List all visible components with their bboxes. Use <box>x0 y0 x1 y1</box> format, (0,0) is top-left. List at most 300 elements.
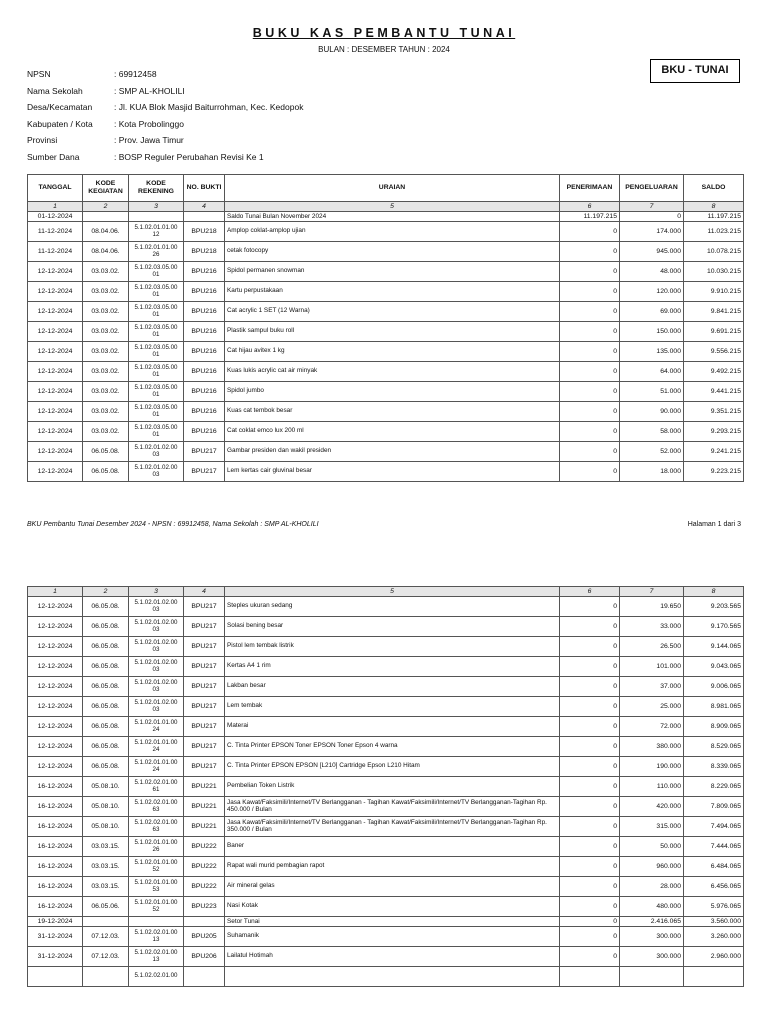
cell-kode-rekening: 5.1.02.01.01.00 12 <box>129 222 184 242</box>
table-row <box>28 657 744 677</box>
cell-tanggal: 01-12-2024 <box>28 212 83 222</box>
cash-ledger-table-page-1 <box>27 174 744 482</box>
cell-kode-kegiatan: 03.03.02. <box>83 362 129 382</box>
col-saldo: SALDO <box>684 175 744 202</box>
cell-pengeluaran: 300.000 <box>620 947 684 967</box>
table-row <box>28 212 744 222</box>
cell-tanggal: 12-12-2024 <box>28 382 83 402</box>
cell-saldo: 9.910.215 <box>684 282 744 302</box>
cell-kode-kegiatan: 06.05.08. <box>83 442 129 462</box>
table-row <box>28 242 744 262</box>
cell-saldo: 9.241.215 <box>684 442 744 462</box>
cell-penerimaan: 0 <box>560 947 620 967</box>
cell-uraian <box>225 967 560 987</box>
cell-saldo: 9.441.215 <box>684 382 744 402</box>
cell-penerimaan: 0 <box>560 897 620 917</box>
table-row <box>28 917 744 927</box>
cell-no-bukti: BPU216 <box>184 302 225 322</box>
cell-no-bukti: BPU217 <box>184 637 225 657</box>
cell-pengeluaran: 28.000 <box>620 877 684 897</box>
cell-tanggal: 16-12-2024 <box>28 877 83 897</box>
cell-penerimaan: 11.197.215 <box>560 212 620 222</box>
info-row <box>27 119 303 136</box>
cell-pengeluaran: 26.500 <box>620 637 684 657</box>
table-row <box>28 697 744 717</box>
cell-no-bukti: BPU221 <box>184 797 225 817</box>
cell-saldo: 8.529.065 <box>684 737 744 757</box>
cell-no-bukti: BPU206 <box>184 947 225 967</box>
cell-kode-kegiatan: 03.03.02. <box>83 262 129 282</box>
cell-uraian: Lailatul Hotimah <box>225 947 560 967</box>
cell-tanggal: 12-12-2024 <box>28 402 83 422</box>
cell-saldo: 9.293.215 <box>684 422 744 442</box>
cell-kode-kegiatan: 05.08.10. <box>83 817 129 837</box>
cell-uraian: Cat acrylic 1 SET (12 Warna) <box>225 302 560 322</box>
info-row <box>27 102 303 119</box>
column-number-row: 1 2 3 4 5 6 7 8 <box>28 202 744 212</box>
table-row <box>28 342 744 362</box>
cell-kode-kegiatan: 07.12.03. <box>83 927 129 947</box>
cell-penerimaan: 0 <box>560 817 620 837</box>
cell-pengeluaran: 51.000 <box>620 382 684 402</box>
cell-saldo: 2.960.000 <box>684 947 744 967</box>
cell-kode-rekening: 5.1.02.02.01.00 13 <box>129 927 184 947</box>
cell-penerimaan: 0 <box>560 717 620 737</box>
cell-no-bukti: BPU217 <box>184 737 225 757</box>
cell-penerimaan: 0 <box>560 737 620 757</box>
cell-no-bukti: BPU216 <box>184 282 225 302</box>
cell-saldo: 8.339.065 <box>684 757 744 777</box>
cell-saldo: 11.197.215 <box>684 212 744 222</box>
cell-pengeluaran: 135.000 <box>620 342 684 362</box>
cell-no-bukti: BPU222 <box>184 837 225 857</box>
cell-saldo: 8.909.065 <box>684 717 744 737</box>
cell-kode-rekening: 5.1.02.01.01.00 52 <box>129 857 184 877</box>
cell-kode-rekening: 5.1.02.03.05.00 01 <box>129 382 184 402</box>
cell-kode-kegiatan: 03.03.02. <box>83 322 129 342</box>
cell-tanggal: 11-12-2024 <box>28 242 83 262</box>
cell-kode-kegiatan: 03.03.15. <box>83 857 129 877</box>
cell-no-bukti: BPU217 <box>184 677 225 697</box>
cell-kode-kegiatan <box>83 212 129 222</box>
cell-tanggal: 12-12-2024 <box>28 342 83 362</box>
cell-kode-kegiatan: 06.05.08. <box>83 757 129 777</box>
cell-uraian: Kuas cat tembok besar <box>225 402 560 422</box>
col-tanggal: TANGGAL <box>28 175 83 202</box>
cell-tanggal: 12-12-2024 <box>28 757 83 777</box>
cell-kode-rekening <box>129 917 184 927</box>
cell-penerimaan: 0 <box>560 877 620 897</box>
cell-kode-kegiatan: 03.03.02. <box>83 422 129 442</box>
table-row <box>28 737 744 757</box>
cell-saldo: 5.976.065 <box>684 897 744 917</box>
table-row <box>28 947 744 967</box>
cell-tanggal: 12-12-2024 <box>28 362 83 382</box>
cell-uraian: Spidol permanen snowman <box>225 262 560 282</box>
cell-uraian: Air mineral gelas <box>225 877 560 897</box>
table-row <box>28 617 744 637</box>
cell-saldo: 8.981.065 <box>684 697 744 717</box>
cell-uraian: Rapat wali murid pembagian rapot <box>225 857 560 877</box>
cell-no-bukti: BPU216 <box>184 322 225 342</box>
cell-no-bukti: BPU222 <box>184 877 225 897</box>
cell-kode-rekening: 5.1.02.02.01.00 13 <box>129 947 184 967</box>
cell-penerimaan: 0 <box>560 637 620 657</box>
cell-penerimaan: 0 <box>560 697 620 717</box>
info-label: Sumber Dana <box>27 151 80 162</box>
cell-kode-rekening: 5.1.02.01.02.00 03 <box>129 617 184 637</box>
info-label: Kabupaten / Kota <box>27 118 93 129</box>
cell-tanggal: 12-12-2024 <box>28 637 83 657</box>
column-number-row: 1 2 3 4 5 6 7 8 <box>28 587 744 597</box>
cell-kode-kegiatan: 08.04.06. <box>83 242 129 262</box>
table-row <box>28 222 744 242</box>
cell-tanggal: 12-12-2024 <box>28 442 83 462</box>
cell-no-bukti: BPU217 <box>184 617 225 637</box>
cell-pengeluaran: 190.000 <box>620 757 684 777</box>
cell-penerimaan: 0 <box>560 302 620 322</box>
cell-kode-rekening: 5.1.02.01.01.00 24 <box>129 717 184 737</box>
school-info <box>27 69 303 168</box>
cell-saldo: 6.456.065 <box>684 877 744 897</box>
cell-penerimaan: 0 <box>560 422 620 442</box>
cell-tanggal: 12-12-2024 <box>28 282 83 302</box>
cell-kode-kegiatan: 03.03.02. <box>83 342 129 362</box>
cell-uraian: cetak fotocopy <box>225 242 560 262</box>
document-subtitle: BULAN : DESEMBER TAHUN : 2024 <box>318 45 450 54</box>
cell-tanggal: 16-12-2024 <box>28 857 83 877</box>
cell-uraian: Plastik sampul buku roll <box>225 322 560 342</box>
cell-penerimaan: 0 <box>560 462 620 482</box>
cell-pengeluaran: 19.650 <box>620 597 684 617</box>
cell-penerimaan: 0 <box>560 242 620 262</box>
cell-pengeluaran: 37.000 <box>620 677 684 697</box>
cell-no-bukti: BPU216 <box>184 362 225 382</box>
cell-kode-rekening: 5.1.02.03.05.00 01 <box>129 342 184 362</box>
cell-pengeluaran: 300.000 <box>620 927 684 947</box>
cell-no-bukti: BPU222 <box>184 857 225 877</box>
cell-no-bukti: BPU217 <box>184 717 225 737</box>
cell-kode-kegiatan <box>83 967 129 987</box>
cell-saldo: 7.444.065 <box>684 837 744 857</box>
bku-tunai-badge: BKU - TUNAI <box>650 59 740 83</box>
col-penerimaan: PENERIMAAN <box>560 175 620 202</box>
col-uraian: URAIAN <box>225 175 560 202</box>
cell-pengeluaran: 48.000 <box>620 262 684 282</box>
info-row <box>27 135 303 152</box>
cell-no-bukti: BPU217 <box>184 757 225 777</box>
cell-uraian: C. Tinta Printer EPSON EPSON [L210] Cartridge Epson L210 Hitam <box>225 757 560 777</box>
cell-pengeluaran: 72.000 <box>620 717 684 737</box>
table-row <box>28 927 744 947</box>
cell-no-bukti: BPU216 <box>184 342 225 362</box>
cell-penerimaan: 0 <box>560 927 620 947</box>
cell-pengeluaran: 2.416.065 <box>620 917 684 927</box>
cell-penerimaan: 0 <box>560 657 620 677</box>
cell-kode-rekening: 5.1.02.02.01.00 63 <box>129 817 184 837</box>
cell-penerimaan: 0 <box>560 857 620 877</box>
table-row <box>28 857 744 877</box>
cell-tanggal: 12-12-2024 <box>28 697 83 717</box>
column-header-row <box>28 175 744 202</box>
cell-uraian: Saldo Tunai Bulan November 2024 <box>225 212 560 222</box>
table-row <box>28 402 744 422</box>
cell-uraian: Suhamanik <box>225 927 560 947</box>
table-row <box>28 677 744 697</box>
cell-kode-kegiatan: 03.03.15. <box>83 837 129 857</box>
table-row <box>28 637 744 657</box>
cell-kode-rekening: 5.1.02.01.01.00 24 <box>129 737 184 757</box>
cell-pengeluaran: 480.000 <box>620 897 684 917</box>
cell-kode-kegiatan: 03.03.02. <box>83 402 129 422</box>
cell-tanggal: 31-12-2024 <box>28 927 83 947</box>
cell-penerimaan: 0 <box>560 342 620 362</box>
cell-pengeluaran: 50.000 <box>620 837 684 857</box>
cell-saldo <box>684 967 744 987</box>
cell-kode-kegiatan: 06.05.08. <box>83 717 129 737</box>
table-row <box>28 302 744 322</box>
table-row <box>28 442 744 462</box>
cell-penerimaan: 0 <box>560 797 620 817</box>
table-row <box>28 322 744 342</box>
cell-pengeluaran <box>620 967 684 987</box>
cell-no-bukti: BPU221 <box>184 777 225 797</box>
cell-uraian: Cat hijau avitex 1 kg <box>225 342 560 362</box>
cell-kode-kegiatan <box>83 917 129 927</box>
cell-no-bukti: BPU217 <box>184 462 225 482</box>
table-row <box>28 717 744 737</box>
cell-kode-rekening: 5.1.02.02.01.00 63 <box>129 797 184 817</box>
cell-tanggal: 12-12-2024 <box>28 462 83 482</box>
info-value: : Jl. KUA Blok Masjid Baiturrohman, Kec. Kedopok <box>114 102 304 112</box>
cell-tanggal: 12-12-2024 <box>28 657 83 677</box>
document-title: BUKU KAS PEMBANTU TUNAI <box>252 26 516 40</box>
cell-no-bukti: BPU216 <box>184 422 225 442</box>
cell-kode-kegiatan: 03.03.15. <box>83 877 129 897</box>
cell-uraian: Pembelian Token Listrik <box>225 777 560 797</box>
cell-saldo: 8.229.065 <box>684 777 744 797</box>
cell-no-bukti: BPU216 <box>184 402 225 422</box>
table-row <box>28 382 744 402</box>
cell-penerimaan: 0 <box>560 617 620 637</box>
cell-uraian: Baner <box>225 837 560 857</box>
table-row <box>28 362 744 382</box>
cell-kode-rekening: 5.1.02.01.01.00 53 <box>129 877 184 897</box>
cell-kode-kegiatan: 06.05.06. <box>83 897 129 917</box>
table-row <box>28 877 744 897</box>
cell-no-bukti: BPU217 <box>184 597 225 617</box>
cell-no-bukti: BPU218 <box>184 222 225 242</box>
info-value: : 69912458 <box>114 69 157 79</box>
cell-saldo: 6.484.065 <box>684 857 744 877</box>
info-row <box>27 69 303 86</box>
table-row <box>28 422 744 442</box>
cell-no-bukti: BPU216 <box>184 382 225 402</box>
table-row <box>28 817 744 837</box>
page-number: Halaman 1 dari 3 <box>687 521 741 528</box>
cell-kode-rekening: 5.1.02.02.01.00 61 <box>129 777 184 797</box>
cell-saldo: 9.043.065 <box>684 657 744 677</box>
table-row <box>28 597 744 617</box>
cell-uraian: Kertas A4 1 rim <box>225 657 560 677</box>
table-row <box>28 462 744 482</box>
table-row <box>28 897 744 917</box>
cell-penerimaan: 0 <box>560 442 620 462</box>
cell-uraian: Steples ukuran sedang <box>225 597 560 617</box>
cell-penerimaan: 0 <box>560 222 620 242</box>
cell-saldo: 11.023.215 <box>684 222 744 242</box>
cell-saldo: 9.144.065 <box>684 637 744 657</box>
cell-kode-rekening: 5.1.02.01.02.00 03 <box>129 677 184 697</box>
cell-tanggal: 12-12-2024 <box>28 262 83 282</box>
cell-pengeluaran: 380.000 <box>620 737 684 757</box>
cell-saldo: 9.351.215 <box>684 402 744 422</box>
cell-kode-kegiatan: 03.03.02. <box>83 302 129 322</box>
cell-kode-kegiatan: 06.05.08. <box>83 597 129 617</box>
cell-saldo: 9.841.215 <box>684 302 744 322</box>
cell-uraian: Lakban besar <box>225 677 560 697</box>
cell-pengeluaran: 315.000 <box>620 817 684 837</box>
cell-uraian: Spidol jumbo <box>225 382 560 402</box>
cell-no-bukti <box>184 212 225 222</box>
cell-penerimaan: 0 <box>560 382 620 402</box>
cell-uraian: Cat coklat emco lux 200 ml <box>225 422 560 442</box>
cell-pengeluaran: 101.000 <box>620 657 684 677</box>
cell-saldo: 10.078.215 <box>684 242 744 262</box>
table-row <box>28 837 744 857</box>
cell-tanggal: 16-12-2024 <box>28 837 83 857</box>
cell-saldo: 9.492.215 <box>684 362 744 382</box>
col-no-bukti: NO. BUKTI <box>184 175 225 202</box>
cell-uraian: Jasa Kawat/Faksimili/Internet/TV Berlangganan - Tagihan Kawat/Faksimili/Internet/TV Berlangganan-Tagihan Rp. 450.000 / Bulan <box>225 797 560 817</box>
cell-no-bukti: BPU217 <box>184 697 225 717</box>
cell-pengeluaran: 0 <box>620 212 684 222</box>
cell-kode-rekening: 5.1.02.03.05.00 01 <box>129 302 184 322</box>
cell-kode-kegiatan: 07.12.03. <box>83 947 129 967</box>
cell-tanggal: 16-12-2024 <box>28 817 83 837</box>
info-label: Provinsi <box>27 135 58 145</box>
cell-uraian: Pistol lem tembak listrik <box>225 637 560 657</box>
cell-pengeluaran: 58.000 <box>620 422 684 442</box>
cell-kode-rekening: 5.1.02.01.02.00 03 <box>129 637 184 657</box>
info-value: : SMP AL-KHOLILI <box>114 85 185 96</box>
cell-tanggal: 12-12-2024 <box>28 322 83 342</box>
cell-tanggal: 12-12-2024 <box>28 717 83 737</box>
cell-pengeluaran: 120.000 <box>620 282 684 302</box>
cell-saldo: 9.556.215 <box>684 342 744 362</box>
cell-kode-rekening: 5.1.02.01.01.00 52 <box>129 897 184 917</box>
cell-kode-rekening: 5.1.02.02.01.00 <box>129 967 184 987</box>
cell-no-bukti: BPU216 <box>184 262 225 282</box>
info-row <box>27 152 303 169</box>
cell-kode-rekening: 5.1.02.03.05.00 01 <box>129 362 184 382</box>
cell-kode-kegiatan: 06.05.08. <box>83 617 129 637</box>
cell-kode-rekening: 5.1.02.01.02.00 03 <box>129 697 184 717</box>
cell-saldo: 9.203.565 <box>684 597 744 617</box>
table-row <box>28 262 744 282</box>
cell-penerimaan: 0 <box>560 402 620 422</box>
cell-kode-kegiatan: 08.04.06. <box>83 222 129 242</box>
cell-uraian: Materai <box>225 717 560 737</box>
cell-pengeluaran: 18.000 <box>620 462 684 482</box>
cell-pengeluaran: 110.000 <box>620 777 684 797</box>
cell-no-bukti: BPU217 <box>184 442 225 462</box>
cell-saldo: 9.691.215 <box>684 322 744 342</box>
cell-tanggal: 16-12-2024 <box>28 797 83 817</box>
cell-no-bukti <box>184 967 225 987</box>
cell-kode-kegiatan: 06.05.08. <box>83 637 129 657</box>
cell-penerimaan: 0 <box>560 917 620 927</box>
cell-uraian: Jasa Kawat/Faksimili/Internet/TV Berlangganan - Tagihan Kawat/Faksimili/Internet/TV Berlangganan-Tagihan Rp. 350.000 / Bulan <box>225 817 560 837</box>
cell-uraian: C. Tinta Printer EPSON Toner EPSON Toner Epson 4 warna <box>225 737 560 757</box>
cell-kode-kegiatan: 05.08.10. <box>83 777 129 797</box>
cell-pengeluaran: 90.000 <box>620 402 684 422</box>
cell-saldo: 3.260.000 <box>684 927 744 947</box>
info-value: : Prov. Jawa Timur <box>114 135 184 145</box>
cell-uraian: Nasi Kotak <box>225 897 560 917</box>
cell-tanggal: 12-12-2024 <box>28 422 83 442</box>
cell-pengeluaran: 420.000 <box>620 797 684 817</box>
cell-tanggal: 12-12-2024 <box>28 617 83 637</box>
cell-kode-rekening: 5.1.02.01.01.00 24 <box>129 757 184 777</box>
cell-no-bukti: BPU205 <box>184 927 225 947</box>
cell-penerimaan: 0 <box>560 282 620 302</box>
cell-kode-kegiatan: 06.05.08. <box>83 677 129 697</box>
cell-saldo: 3.560.000 <box>684 917 744 927</box>
cell-pengeluaran: 33.000 <box>620 617 684 637</box>
cell-tanggal: 11-12-2024 <box>28 222 83 242</box>
cell-saldo: 9.006.065 <box>684 677 744 697</box>
cell-kode-rekening: 5.1.02.01.02.00 03 <box>129 657 184 677</box>
cell-penerimaan: 0 <box>560 322 620 342</box>
cell-tanggal: 12-12-2024 <box>28 737 83 757</box>
info-label: Desa/Kecamatan <box>27 102 93 112</box>
table-row <box>28 797 744 817</box>
cell-kode-kegiatan: 03.03.02. <box>83 382 129 402</box>
cell-tanggal: 12-12-2024 <box>28 302 83 322</box>
cell-tanggal <box>28 967 83 987</box>
cell-pengeluaran: 150.000 <box>620 322 684 342</box>
table-row <box>28 777 744 797</box>
cell-penerimaan: 0 <box>560 677 620 697</box>
cell-kode-rekening: 5.1.02.01.01.00 26 <box>129 837 184 857</box>
cell-pengeluaran: 52.000 <box>620 442 684 462</box>
cell-pengeluaran: 960.000 <box>620 857 684 877</box>
cell-uraian: Kartu perpustakaan <box>225 282 560 302</box>
cell-pengeluaran: 945.000 <box>620 242 684 262</box>
cell-penerimaan: 0 <box>560 777 620 797</box>
cell-penerimaan: 0 <box>560 362 620 382</box>
cell-pengeluaran: 174.000 <box>620 222 684 242</box>
cell-kode-kegiatan: 06.05.08. <box>83 697 129 717</box>
cell-uraian: Amplop coklat-amplop ujian <box>225 222 560 242</box>
col-kode-rekening: KODE REKENING <box>129 175 184 202</box>
cell-uraian: Lem tembak <box>225 697 560 717</box>
cell-tanggal: 12-12-2024 <box>28 677 83 697</box>
info-value: : BOSP Reguler Perubahan Revisi Ke 1 <box>114 151 264 162</box>
cell-penerimaan: 0 <box>560 757 620 777</box>
cell-uraian: Setor Tunai <box>225 917 560 927</box>
info-row <box>27 86 303 103</box>
cell-saldo: 7.809.065 <box>684 797 744 817</box>
cell-tanggal: 16-12-2024 <box>28 897 83 917</box>
cell-saldo: 10.030.215 <box>684 262 744 282</box>
cell-penerimaan <box>560 967 620 987</box>
info-label: Nama Sekolah <box>27 85 83 96</box>
cell-saldo: 7.494.065 <box>684 817 744 837</box>
table-row <box>28 757 744 777</box>
cell-uraian: Kuas lukis acrylic cat air minyak <box>225 362 560 382</box>
